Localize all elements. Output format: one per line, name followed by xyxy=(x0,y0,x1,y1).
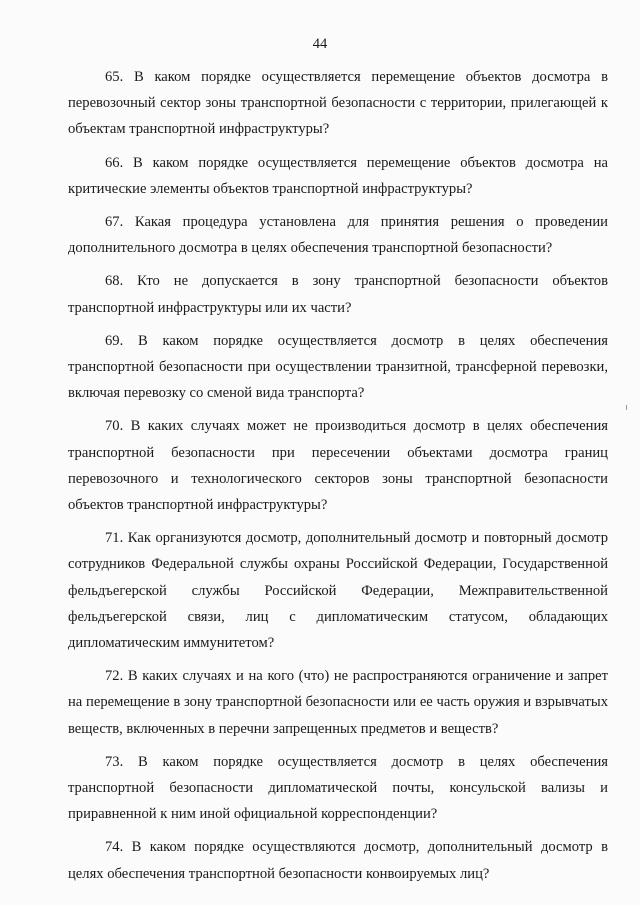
question-65: 65. В каком порядке осуществляется перемещение объектов досмотра в перевозочный сектор зоны транспортной безопасности с территории, прилегающей к объектам транспортной инфраструктуры? xyxy=(68,69,608,138)
question-69: 69. В каком порядке осуществляется досмотр в целях обеспечения транспортной безопасности при осуществлении транзитной, трансферной перевозки, включая перевозку со сменой вида транспорта? xyxy=(68,332,608,402)
question-72: 72. В каких случаях и на кого (что) не распространяются ограничение и запрет на перемещение в зону транспортной безопасности или ее часть оружия и взрывчатых веществ, включенных в перечни запрещенных предметов и веществ? xyxy=(68,668,608,737)
question-68: 68. Кто не допускается в зону транспортной безопасности объектов транспортной инфраструктуры или их части? xyxy=(68,273,608,316)
question-66: 66. В каком порядке осуществляется перемещение объектов досмотра на критические элементы объектов транспортной инфраструктуры? xyxy=(68,154,608,197)
question-71: 71. Как организуются досмотр, дополнительный досмотр и повторный досмотр сотрудников Федеральной службы охраны Российской Федерации, Государственной фельдъегерской службы Российской Федерации, Межправительственной фельдъегерской связи, лиц с дипломатическим статусом, обладающих дипломатическим иммунитетом? xyxy=(68,530,608,652)
question-74: 74. В каком порядке осуществляются досмотр, дополнительный досмотр в целях обеспечения транспортной безопасности конвоируемых лиц? xyxy=(68,839,608,882)
page-number: 44 xyxy=(312,36,328,52)
scan-speck xyxy=(626,405,627,410)
question-list xyxy=(68,64,608,887)
question-70: 70. В каких случаях может не производиться досмотр в целях обеспечения транспортной безопасности при пересечении объектами досмотра границ перевозочного и технологического секторов зоны транспортной безопасности объектов транспортной инфраструктуры? xyxy=(68,418,608,514)
question-73: 73. В каком порядке осуществляется досмотр в целях обеспечения транспортной безопасности дипломатической почты, консульской вализы и приравненной к ним иной официальной корреспонденции? xyxy=(68,753,608,823)
question-67: 67. Какая процедура установлена для принятия решения о проведении дополнительного досмотра в целях обеспечения транспортной безопасности? xyxy=(68,214,608,257)
